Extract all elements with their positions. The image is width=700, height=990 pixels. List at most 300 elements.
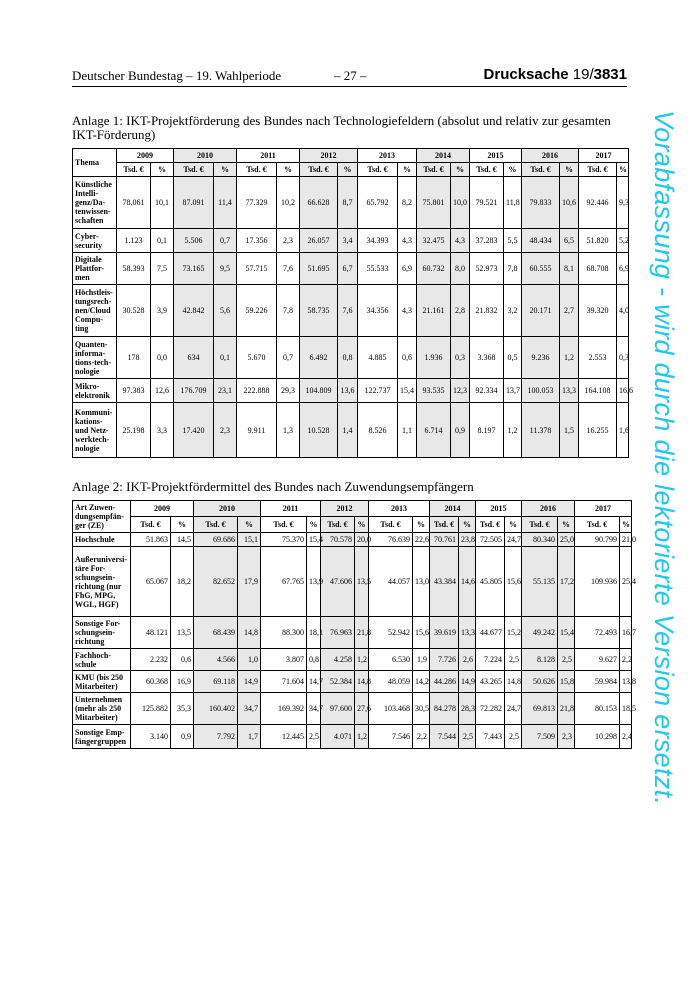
value-cell: 1.123: [117, 229, 151, 253]
row-label: Quanten-informa-tions-tech-nologie: [73, 337, 117, 379]
value-cell: 18,2: [171, 547, 194, 617]
value-cell: 13,3: [560, 379, 579, 403]
table-row: [73, 285, 629, 337]
unit-pct-header: %: [560, 163, 579, 177]
value-cell: 164.108: [579, 379, 617, 403]
row-label: Künstliche Intelli-genz/Da-tenwissen-schaften: [73, 177, 117, 229]
value-cell: 68.708: [579, 253, 617, 285]
value-cell: 1.936: [417, 337, 451, 379]
table-row: [73, 649, 632, 671]
table-row: [73, 253, 629, 285]
value-cell: 44.677: [476, 617, 505, 649]
unit-abs-header: Tsd. €: [261, 517, 307, 533]
unit-pct-header: %: [451, 163, 470, 177]
value-cell: 21,8: [558, 693, 575, 725]
value-cell: 7.509: [522, 725, 558, 749]
row-label: Cyber-security: [73, 229, 117, 253]
value-cell: 43.384: [430, 547, 459, 617]
value-cell: 14,2: [413, 671, 430, 693]
value-cell: 14,7: [307, 671, 321, 693]
value-cell: 27,6: [355, 693, 369, 725]
value-cell: 160.402: [194, 693, 238, 725]
table-row: [73, 177, 629, 229]
value-cell: 80.153: [575, 693, 620, 725]
value-cell: 93.535: [417, 379, 451, 403]
value-cell: 12,6: [151, 379, 174, 403]
value-cell: 2,2: [413, 725, 430, 749]
value-cell: 5.670: [237, 337, 277, 379]
row-label: Höchstleis-tungsrech-nen/Cloud Compu-ting: [73, 285, 117, 337]
value-cell: 34,7: [238, 693, 261, 725]
value-cell: 16.255: [579, 403, 617, 458]
unit-pct-header: %: [617, 163, 629, 177]
draft-watermark: Vorabfassung - wird durch die lektorierte Version ersetzt.: [649, 110, 679, 806]
value-cell: 9,5: [214, 253, 237, 285]
value-cell: 48.121: [131, 617, 171, 649]
value-cell: 80.340: [522, 533, 558, 547]
value-cell: 75.370: [261, 533, 307, 547]
value-cell: 1,4: [338, 403, 358, 458]
value-cell: 39.619: [430, 617, 459, 649]
unit-abs-header: Tsd. €: [522, 163, 560, 177]
value-cell: 77.329: [237, 177, 277, 229]
value-cell: 0,9: [171, 725, 194, 749]
value-cell: 176.709: [174, 379, 214, 403]
unit-pct-header: %: [413, 517, 430, 533]
value-cell: 0,7: [214, 229, 237, 253]
row-label: Fachhoch-schule: [73, 649, 131, 671]
value-cell: 49.242: [522, 617, 558, 649]
value-cell: 2.232: [131, 649, 171, 671]
value-cell: 14,9: [238, 671, 261, 693]
value-cell: 97.383: [117, 379, 151, 403]
value-cell: 59.984: [575, 671, 620, 693]
value-cell: 8,7: [338, 177, 358, 229]
value-cell: 4.258: [321, 649, 355, 671]
value-cell: 70.578: [321, 533, 355, 547]
value-cell: 45.805: [476, 547, 505, 617]
unit-pct-header: %: [459, 517, 476, 533]
table-row: [73, 693, 632, 725]
unit-abs-header: Tsd. €: [369, 517, 413, 533]
value-cell: 16,6: [617, 379, 629, 403]
value-cell: 13,9: [307, 547, 321, 617]
value-cell: 15,8: [558, 671, 575, 693]
value-cell: 48.059: [369, 671, 413, 693]
value-cell: 3,9: [151, 285, 174, 337]
value-cell: 58.393: [117, 253, 151, 285]
value-cell: 15,1: [238, 533, 261, 547]
value-cell: 79.521: [470, 177, 504, 229]
value-cell: 7,6: [277, 253, 300, 285]
value-cell: 9.911: [237, 403, 277, 458]
value-cell: 15,6: [413, 617, 430, 649]
value-cell: 0,8: [307, 649, 321, 671]
row-header-cell: Thema: [73, 149, 117, 177]
value-cell: 14,9: [459, 671, 476, 693]
value-cell: 14,8: [238, 617, 261, 649]
value-cell: 634: [174, 337, 214, 379]
unit-abs-header: Tsd. €: [321, 517, 355, 533]
value-cell: 1,2: [560, 337, 579, 379]
row-label: Kommuni-kations-und Netz-werktech-nologie: [73, 403, 117, 458]
value-cell: 2,3: [558, 725, 575, 749]
value-cell: 84.278: [430, 693, 459, 725]
value-cell: 4,0: [617, 285, 629, 337]
year-header: 2016: [522, 149, 579, 163]
value-cell: 72.505: [476, 533, 505, 547]
unit-abs-header: Tsd. €: [194, 517, 238, 533]
value-cell: 1,1: [398, 403, 417, 458]
page-number: – 27 –: [334, 68, 367, 83]
value-cell: 25,0: [558, 533, 575, 547]
row-label: Sonstige For-schungsein-richtung: [73, 617, 131, 649]
value-cell: 1,2: [355, 725, 369, 749]
value-cell: 16,7: [620, 617, 632, 649]
value-cell: 10,2: [277, 177, 300, 229]
value-cell: 4.885: [358, 337, 398, 379]
value-cell: 10,0: [451, 177, 470, 229]
value-cell: 20.171: [522, 285, 560, 337]
value-cell: 7.546: [369, 725, 413, 749]
value-cell: 51.695: [300, 253, 338, 285]
unit-pct-header: %: [504, 163, 522, 177]
value-cell: 58.735: [300, 285, 338, 337]
value-cell: 15,4: [558, 617, 575, 649]
value-cell: 6,9: [617, 253, 629, 285]
value-cell: 0,5: [504, 337, 522, 379]
row-label: Digitale Plattfor-men: [73, 253, 117, 285]
unit-pct-header: %: [558, 517, 575, 533]
table2-caption: Anlage 2: IKT-Projektfördermittel des Bundes nach Zuwendungsempfängern: [72, 479, 474, 494]
unit-pct-header: %: [355, 517, 369, 533]
value-cell: 0,8: [338, 337, 358, 379]
value-cell: 68.439: [194, 617, 238, 649]
value-cell: 2,2: [620, 649, 632, 671]
value-cell: 0,3: [451, 337, 470, 379]
unit-abs-header: Tsd. €: [174, 163, 214, 177]
value-cell: 3,2: [504, 285, 522, 337]
value-cell: 9,3: [617, 177, 629, 229]
value-cell: 30,5: [413, 693, 430, 725]
value-cell: 8,0: [451, 253, 470, 285]
value-cell: 4,3: [398, 285, 417, 337]
value-cell: 0,0: [151, 337, 174, 379]
value-cell: 10,6: [560, 177, 579, 229]
header-row-units: [73, 163, 629, 177]
value-cell: 43.265: [476, 671, 505, 693]
year-header: 2010: [174, 149, 237, 163]
value-cell: 7.792: [194, 725, 238, 749]
value-cell: 76.963: [321, 617, 355, 649]
header-parliament: Deutscher Bundestag – 19. Wahlperiode: [72, 68, 282, 83]
value-cell: 21.832: [470, 285, 504, 337]
value-cell: 1,0: [238, 649, 261, 671]
value-cell: 1,7: [238, 725, 261, 749]
value-cell: 13,0: [413, 547, 430, 617]
value-cell: 13,3: [459, 617, 476, 649]
table-row: [73, 379, 629, 403]
value-cell: 17,2: [558, 547, 575, 617]
value-cell: 87.091: [174, 177, 214, 229]
table-row: [73, 337, 629, 379]
value-cell: 2,6: [459, 649, 476, 671]
value-cell: 6,5: [560, 229, 579, 253]
value-cell: 26.057: [300, 229, 338, 253]
value-cell: 15,6: [505, 547, 522, 617]
value-cell: 50.626: [522, 671, 558, 693]
value-cell: 1,9: [413, 649, 430, 671]
value-cell: 0,6: [171, 649, 194, 671]
value-cell: 103.468: [369, 693, 413, 725]
value-cell: 21,0: [620, 533, 632, 547]
value-cell: 7.224: [476, 649, 505, 671]
unit-abs-header: Tsd. €: [470, 163, 504, 177]
value-cell: 8.526: [358, 403, 398, 458]
year-header: 2017: [579, 149, 629, 163]
year-header: 2011: [237, 149, 300, 163]
year-header: 2014: [430, 501, 476, 517]
value-cell: 7.726: [430, 649, 459, 671]
value-cell: 13,7: [504, 379, 522, 403]
value-cell: 15,4: [307, 533, 321, 547]
value-cell: 2,3: [214, 403, 237, 458]
value-cell: 3,3: [151, 403, 174, 458]
value-cell: 3,4: [338, 229, 358, 253]
page-header: [72, 68, 627, 87]
value-cell: 73.165: [174, 253, 214, 285]
value-cell: 7,5: [151, 253, 174, 285]
value-cell: 4.566: [194, 649, 238, 671]
unit-abs-header: Tsd. €: [358, 163, 398, 177]
value-cell: 65.792: [358, 177, 398, 229]
value-cell: 8,1: [560, 253, 579, 285]
value-cell: 88.300: [261, 617, 307, 649]
value-cell: 18,5: [620, 693, 632, 725]
value-cell: 2.553: [579, 337, 617, 379]
value-cell: 0,9: [451, 403, 470, 458]
value-cell: 69.118: [194, 671, 238, 693]
value-cell: 2,8: [451, 285, 470, 337]
unit-abs-header: Tsd. €: [476, 517, 505, 533]
value-cell: 11,8: [504, 177, 522, 229]
table-row: [73, 403, 629, 458]
value-cell: 24,7: [505, 693, 522, 725]
document-number-suffix: 3831: [593, 66, 627, 83]
value-cell: 22,6: [413, 533, 430, 547]
value-cell: 57.715: [237, 253, 277, 285]
value-cell: 29,3: [277, 379, 300, 403]
value-cell: 20,0: [355, 533, 369, 547]
year-header: 2016: [522, 501, 575, 517]
value-cell: 2,7: [560, 285, 579, 337]
value-cell: 69.686: [194, 533, 238, 547]
value-cell: 17.420: [174, 403, 214, 458]
year-header: 2015: [476, 501, 522, 517]
value-cell: 16,9: [171, 671, 194, 693]
year-header: 2009: [117, 149, 174, 163]
table-row: [73, 547, 632, 617]
value-cell: 44.286: [430, 671, 459, 693]
value-cell: 12.445: [261, 725, 307, 749]
value-cell: 9.236: [522, 337, 560, 379]
value-cell: 8.197: [470, 403, 504, 458]
row-label: KMU (bis 250 Mitarbeiter): [73, 671, 131, 693]
document-number-prefix: 19/: [572, 66, 594, 83]
value-cell: 51.820: [579, 229, 617, 253]
unit-abs-header: Tsd. €: [417, 163, 451, 177]
value-cell: 104.809: [300, 379, 338, 403]
value-cell: 11,4: [214, 177, 237, 229]
value-cell: 1,6: [617, 403, 629, 458]
value-cell: 9.627: [575, 649, 620, 671]
value-cell: 51.863: [131, 533, 171, 547]
value-cell: 2,4: [620, 725, 632, 749]
year-header: 2010: [194, 501, 261, 517]
value-cell: 60.555: [522, 253, 560, 285]
unit-pct-header: %: [151, 163, 174, 177]
table-row: [73, 617, 632, 649]
year-header: 2012: [300, 149, 358, 163]
value-cell: 92.334: [470, 379, 504, 403]
table-row: [73, 533, 632, 547]
value-cell: 5.506: [174, 229, 214, 253]
value-cell: 15,4: [398, 379, 417, 403]
unit-abs-header: Tsd. €: [131, 517, 171, 533]
value-cell: 2,5: [505, 725, 522, 749]
value-cell: 222.888: [237, 379, 277, 403]
row-label: Unternehmen (mehr als 250 Mitarbeiter): [73, 693, 131, 725]
unit-pct-header: %: [505, 517, 522, 533]
value-cell: 97.600: [321, 693, 355, 725]
value-cell: 10.528: [300, 403, 338, 458]
header-row-years: [73, 501, 632, 517]
unit-pct-header: %: [307, 517, 321, 533]
value-cell: 24,7: [505, 533, 522, 547]
value-cell: 7,8: [277, 285, 300, 337]
value-cell: 14,8: [505, 671, 522, 693]
value-cell: 4,3: [451, 229, 470, 253]
table-row: [73, 725, 632, 749]
value-cell: 2,5: [558, 649, 575, 671]
unit-abs-header: Tsd. €: [579, 163, 617, 177]
value-cell: 11.378: [522, 403, 560, 458]
value-cell: 2,5: [307, 725, 321, 749]
value-cell: 6.530: [369, 649, 413, 671]
value-cell: 65.067: [131, 547, 171, 617]
value-cell: 76.639: [369, 533, 413, 547]
value-cell: 70.761: [430, 533, 459, 547]
value-cell: 52.384: [321, 671, 355, 693]
value-cell: 42.842: [174, 285, 214, 337]
value-cell: 59.226: [237, 285, 277, 337]
year-header: 2009: [131, 501, 194, 517]
value-cell: 90.799: [575, 533, 620, 547]
unit-pct-header: %: [338, 163, 358, 177]
value-cell: 0,7: [277, 337, 300, 379]
value-cell: 1,3: [277, 403, 300, 458]
value-cell: 4.071: [321, 725, 355, 749]
value-cell: 52.973: [470, 253, 504, 285]
value-cell: 82.652: [194, 547, 238, 617]
value-cell: 109.936: [575, 547, 620, 617]
value-cell: 17,9: [238, 547, 261, 617]
unit-pct-header: %: [398, 163, 417, 177]
value-cell: 32.475: [417, 229, 451, 253]
row-label: Mikro-elektronik: [73, 379, 117, 403]
value-cell: 13,5: [171, 617, 194, 649]
value-cell: 5,6: [214, 285, 237, 337]
value-cell: 14,6: [459, 547, 476, 617]
value-cell: 6,9: [398, 253, 417, 285]
value-cell: 5,2: [617, 229, 629, 253]
value-cell: 13,5: [355, 547, 369, 617]
value-cell: 7,8: [504, 253, 522, 285]
value-cell: 72.493: [575, 617, 620, 649]
value-cell: 39.320: [579, 285, 617, 337]
value-cell: 6.492: [300, 337, 338, 379]
value-cell: 178: [117, 337, 151, 379]
value-cell: 7.544: [430, 725, 459, 749]
value-cell: 30.528: [117, 285, 151, 337]
value-cell: 125.882: [131, 693, 171, 725]
year-header: 2011: [261, 501, 321, 517]
value-cell: 52.942: [369, 617, 413, 649]
year-header: 2012: [321, 501, 369, 517]
value-cell: 79.833: [522, 177, 560, 229]
value-cell: 48.434: [522, 229, 560, 253]
value-cell: 1,2: [504, 403, 522, 458]
unit-pct-header: %: [214, 163, 237, 177]
value-cell: 1,5: [560, 403, 579, 458]
value-cell: 3.140: [131, 725, 171, 749]
value-cell: 10.298: [575, 725, 620, 749]
unit-abs-header: Tsd. €: [300, 163, 338, 177]
year-header: 2017: [575, 501, 632, 517]
table-row: [73, 229, 629, 253]
value-cell: 60.732: [417, 253, 451, 285]
value-cell: 13,6: [338, 379, 358, 403]
value-cell: 7,6: [338, 285, 358, 337]
value-cell: 8.128: [522, 649, 558, 671]
unit-abs-header: Tsd. €: [237, 163, 277, 177]
year-header: 2014: [417, 149, 470, 163]
table-row: [73, 671, 632, 693]
unit-abs-header: Tsd. €: [430, 517, 459, 533]
value-cell: 44.057: [369, 547, 413, 617]
value-cell: 14,5: [171, 533, 194, 547]
value-cell: 37.283: [470, 229, 504, 253]
value-cell: 2,5: [459, 725, 476, 749]
value-cell: 169.392: [261, 693, 307, 725]
table1: [72, 148, 633, 458]
value-cell: 21,8: [355, 617, 369, 649]
value-cell: 14,8: [355, 671, 369, 693]
unit-pct-header: %: [171, 517, 194, 533]
value-cell: 0,1: [214, 337, 237, 379]
value-cell: 1,2: [355, 649, 369, 671]
value-cell: 0,1: [151, 229, 174, 253]
value-cell: 47.606: [321, 547, 355, 617]
value-cell: 34,7: [307, 693, 321, 725]
table1-caption: Anlage 1: IKT-Projektförderung des Bundes nach Technologiefeldern (absolut und relativ zur gesamten IKT-Förderung): [72, 113, 611, 142]
unit-abs-header: Tsd. €: [575, 517, 620, 533]
table2: [72, 500, 636, 749]
year-header: 2013: [358, 149, 417, 163]
value-cell: 10,1: [151, 177, 174, 229]
row-label: Sonstige Emp-fängergruppen: [73, 725, 131, 749]
row-header-cell: Art Zuwen-dungsempfän-ger (ZE): [73, 501, 131, 533]
